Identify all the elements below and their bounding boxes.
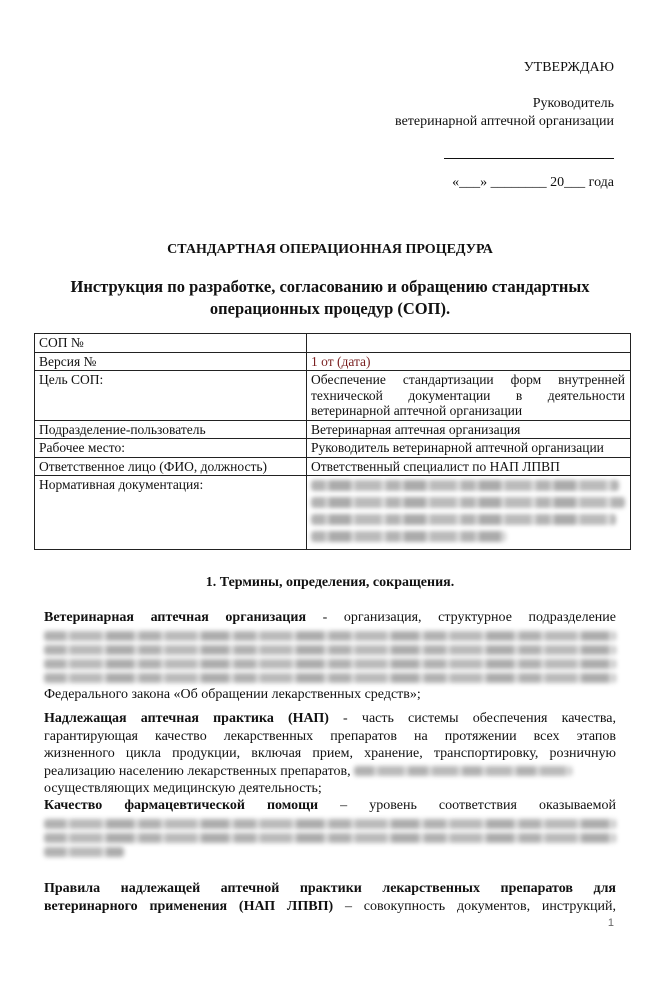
term-name: Ветеринарная аптечная организация (44, 610, 307, 625)
term-definition: - часть системы обеспечения качества, (328, 711, 616, 726)
table-row (35, 334, 631, 353)
approval-role-line2: ветеринарной аптечной организации (395, 114, 614, 129)
document-title (40, 276, 620, 320)
redacted-text (44, 659, 616, 669)
row-value-redacted (307, 476, 631, 550)
table-row (35, 457, 631, 476)
approval-date-line: «___» ________ 20___ года (452, 175, 614, 190)
document-type: СТАНДАРТНАЯ ОПЕРАЦИОННАЯ ПРОЦЕДУРА (167, 242, 493, 257)
redacted-text (354, 766, 572, 776)
term-definition-line: осуществляющих медицинскую деятельность; (44, 781, 322, 796)
row-value: Ветеринарная аптечная организация (307, 420, 631, 439)
term-name: Качество фармацевтической помощи (44, 798, 319, 813)
row-value: Руководитель ветеринарной аптечной организации (307, 439, 631, 458)
term-name: Надлежащая аптечная практика (НАП) (44, 711, 329, 726)
term-name-line1: Правила надлежащей аптечной практики лекарственных препаратов для (44, 881, 616, 896)
row-value: Обеспечение стандартизации форм внутренней технической документации в деятельности ветеринарной аптечной организации (307, 371, 631, 421)
row-label: Цель СОП: (35, 371, 307, 421)
term-gpp-veterinary (44, 880, 616, 915)
table-row (35, 476, 631, 550)
row-value: Ответственный специалист по НАП ЛПВП (307, 457, 631, 476)
approval-role-line1: Руководитель (532, 96, 614, 111)
row-label: Версия № (35, 352, 307, 371)
redacted-text (311, 480, 625, 542)
row-label: Нормативная документация: (35, 476, 307, 550)
redacted-text (44, 819, 616, 829)
document-title-line1: Инструкция по разработке, согласованию и обращению стандартных (70, 277, 590, 296)
page-number: 1 (607, 917, 614, 929)
term-definition: – уровень соответствия оказываемой (318, 798, 616, 813)
term-definition-line: гарантирующая качество лекарственных препаратов на протяжении всех этапов (44, 728, 616, 744)
row-label: СОП № (35, 334, 307, 353)
term-name-line2: ветеринарного применения (НАП ЛПВП) (44, 898, 334, 914)
term-definition: – совокупность документов, инструкций, (333, 898, 616, 914)
row-label: Подразделение-пользователь (35, 420, 307, 439)
redacted-text (44, 833, 616, 843)
row-label: Ответственное лицо (ФИО, должность) (35, 457, 307, 476)
section-heading: 1. Термины, определения, сокращения. (205, 575, 455, 590)
table-row (35, 352, 631, 371)
row-label: Рабочее место: (35, 439, 307, 458)
approval-title: УТВЕРЖДАЮ (523, 60, 614, 75)
row-value-version: 1 от (дата) (307, 352, 631, 371)
term-definition-line: реализацию населению лекарственных препаратов, (44, 763, 616, 781)
table-row (35, 371, 631, 421)
table-row (35, 439, 631, 458)
table-row (35, 420, 631, 439)
row-value (307, 334, 631, 353)
document-title-line2: операционных процедур (СОП). (209, 299, 451, 318)
signature-line (444, 158, 614, 159)
term-pharma-care-quality (44, 797, 616, 860)
term-veterinary-pharmacy (44, 609, 616, 704)
term-definition: - организация, структурное подразделение (306, 610, 616, 625)
redacted-text (44, 847, 124, 857)
term-definition-end: Федерального закона «Об обращении лекарственных средств»; (44, 687, 421, 702)
term-good-pharmacy-practice (44, 710, 616, 798)
sop-info-table (34, 333, 631, 550)
redacted-text (44, 631, 616, 641)
redacted-text (44, 673, 616, 683)
term-definition-line: жизненного цикла продукции, включая прием, хранение, транспортировку, розничную (44, 746, 616, 761)
redacted-text (44, 645, 616, 655)
